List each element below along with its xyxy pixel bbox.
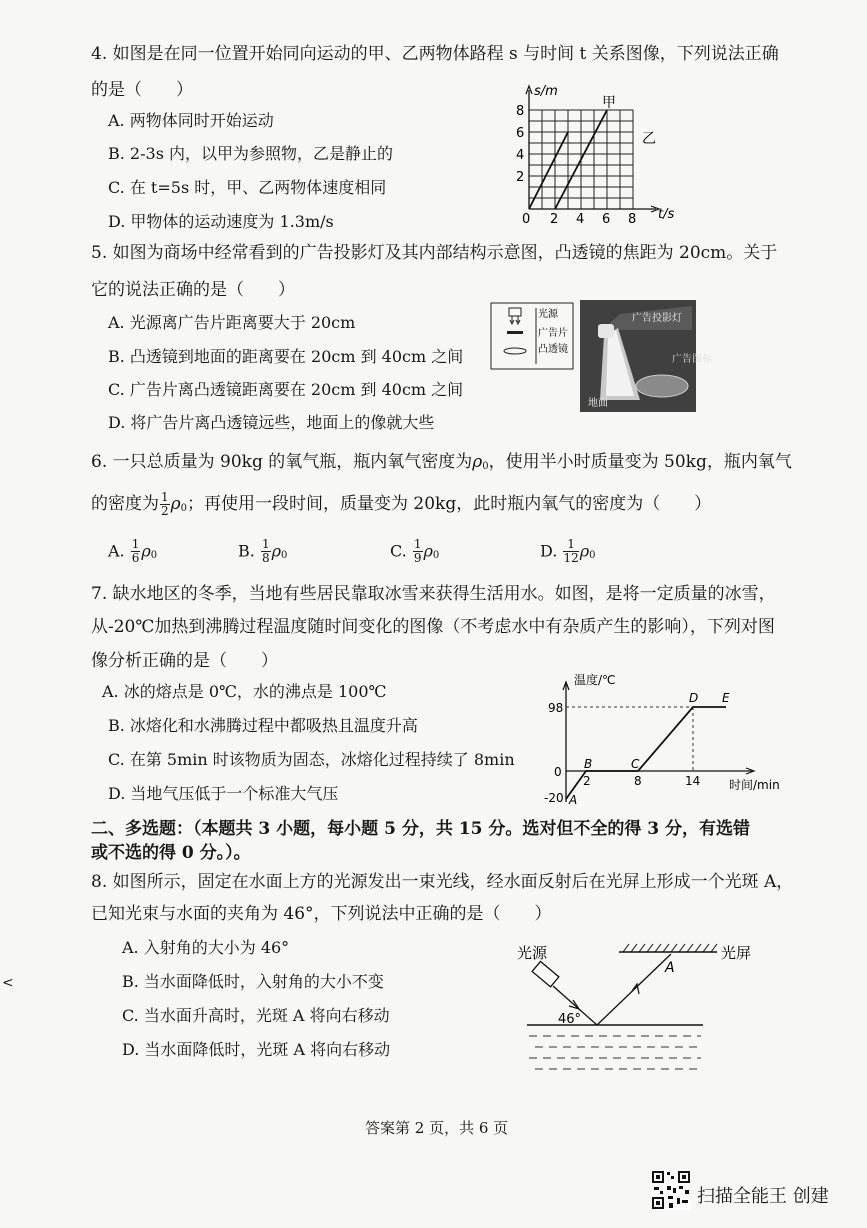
page-footer: 答案第 2 页，共 6 页 — [365, 1119, 509, 1137]
q4-ytick: 6 — [516, 126, 525, 141]
q6-stem-line1 — [91, 454, 792, 472]
q4-xtick: 8 — [628, 212, 637, 227]
q5-photo-label-floor: 地面 — [588, 398, 608, 409]
q4-distance-time-graph — [508, 80, 688, 230]
q4-label-jia: 甲 — [602, 95, 616, 111]
q7-option-a: A. 冰的熔点是 0℃，水的沸点是 100℃ — [102, 682, 387, 701]
q5-option-b: B. 凸透镜到地面的距离要在 20cm 到 40cm 之间 — [108, 347, 464, 366]
q4-option-a: A. 两物体同时开始运动 — [108, 111, 274, 130]
q7-stem-line3: 像分析正确的是（ ） — [91, 651, 278, 671]
q8-label-light-source: 光源 — [517, 944, 548, 962]
q7-option-c: C. 在第 5min 时该物质为固态，冰熔化过程持续了 8min — [108, 750, 515, 769]
q8-option-d: D. 当水面降低时，光斑 A 将向右移动 — [122, 1040, 391, 1059]
q7-point-a: A — [569, 793, 578, 807]
q5-label-convex-lens: 凸透镜 — [538, 344, 568, 355]
q5-photo-label-top: 广告投影灯 — [632, 313, 682, 324]
q6-option-b: B. $\frac{1}{8}$ ρ0 — [238, 537, 288, 566]
q6-rho-subscript: 0 — [180, 503, 188, 515]
q4-ytick: 8 — [516, 104, 525, 119]
q4-xtick: 6 — [602, 212, 611, 227]
q7-point-e: E — [722, 691, 730, 705]
q6-stem-line2 — [91, 491, 711, 518]
q7-xtick-14: 14 — [685, 774, 701, 788]
q6-stem-line1-tail: ，使用半小时质量变为 50kg，瓶内氧气 — [488, 452, 792, 472]
q6-half-fraction — [160, 491, 170, 518]
q4-xtick: 2 — [550, 212, 559, 227]
q4-y-label: s/m — [534, 84, 558, 99]
section2-heading-line2: 或不选的得 0 分。）。 — [91, 843, 251, 863]
q4-ytick: 2 — [516, 170, 525, 185]
q4-stem-line2: 的是（ ） — [91, 80, 193, 100]
q6-rho-symbol: ρ — [472, 452, 483, 472]
q7-ytick-0: 0 — [554, 765, 562, 779]
q6-stem-line1-text: 6. 一只总质量为 90kg 的氧气瓶，瓶内氧气密度为 — [91, 452, 473, 472]
q4-x-label: t/s — [658, 207, 675, 222]
q7-stem-line1: 7. 缺水地区的冬季，当地有些居民靠取冰雪来获得生活用水。如图，是将一定质量的冰雪， — [91, 584, 776, 604]
q8-stem-line1: 8. 如图所示，固定在水面上方的光源发出一束光线，经水面反射后在光屏上形成一个光斑 A， — [91, 872, 794, 892]
q5-stem-line2: 它的说法正确的是（ ） — [91, 280, 295, 300]
q5-stem-line1: 5. 如图为商场中经常看到的广告投影灯及其内部结构示意图，凸透镜的焦距为 20cm。关于 — [91, 243, 778, 263]
q8-option-c: C. 当水面升高时，光斑 A 将向右移动 — [122, 1006, 390, 1025]
q8-label-light-screen: 光屏 — [721, 944, 752, 962]
q6-option-c: C. $\frac{1}{9}$ ρ0 — [390, 537, 440, 566]
q4-xtick: 4 — [576, 212, 585, 227]
q6-stem-line2-tail: ；再使用一段时间，质量变为 20kg，此时瓶内氧气的密度为（ ） — [187, 494, 712, 515]
q7-option-b: B. 冰熔化和水沸腾过程中都吸热且温度升高 — [108, 716, 418, 735]
q6-rho-symbol: ρ — [170, 494, 181, 515]
q6-half-denominator: 2 — [161, 504, 169, 519]
q4-line-yi — [529, 132, 568, 209]
q5-option-a: A. 光源离广告片距离要大于 20cm — [108, 313, 356, 332]
q7-point-d: D — [689, 691, 699, 705]
q7-y-label: 温度/℃ — [574, 673, 616, 687]
q7-ytick-98: 98 — [548, 701, 564, 715]
q5-option-d: D. 将广告片离凸透镜远些，地面上的像就大些 — [108, 413, 435, 432]
q5-photo-label-side: 广告图标 — [672, 354, 712, 365]
q4-label-yi: 乙 — [642, 131, 656, 147]
q7-xtick-2: 2 — [583, 774, 591, 788]
q5-projector-photo — [580, 300, 712, 412]
q4-option-c: C. 在 t=5s 时，甲、乙两物体速度相同 — [108, 178, 387, 197]
q7-stem-line2: 从-20℃加热到沸腾过程温度随时间变化的图像（不考虑水中有杂质产生的影响），下列对图 — [91, 617, 775, 637]
q5-projector-structure-diagram — [490, 302, 574, 370]
q7-temperature-time-graph — [530, 672, 810, 812]
q8-reflected-ray — [597, 954, 671, 1025]
margin-mark: < — [2, 975, 14, 991]
q6-rho-subscript: 0 — [482, 461, 489, 472]
q4-option-b: B. 2-3s 内，以甲为参照物，乙是静止的 — [108, 144, 393, 163]
q6-half-numerator: 1 — [161, 490, 169, 504]
q4-option-d: D. 甲物体的运动速度为 1.3m/s — [108, 212, 334, 231]
q8-option-b: B. 当水面降低时，入射角的大小不变 — [122, 972, 384, 991]
q8-label-spot-a: A — [665, 960, 675, 976]
q7-xtick-8: 8 — [634, 774, 642, 788]
section2-heading-line1: 二、多选题：（本题共 3 小题，每小题 5 分，共 15 分。选对但不全的得 3 分，有选错 — [91, 819, 750, 839]
q7-x-label: 时间/min — [729, 778, 780, 792]
q6-option-a: A. $\frac{1}{6}$ ρ0 — [108, 537, 158, 566]
q6-option-d: D. $\frac{1}{12}$ ρ0 — [540, 537, 596, 566]
q6-stem-line2-head: 的密度为 — [91, 494, 159, 515]
q8-reflection-diagram — [515, 938, 770, 1078]
q5-label-light-source: 光源 — [538, 309, 558, 320]
q8-option-a: A. 入射角的大小为 46° — [122, 938, 290, 957]
scanner-watermark: 扫描全能王 创建 — [697, 1186, 829, 1207]
q7-point-b: B — [584, 757, 593, 771]
q4-stem-line1: 4. 如图是在同一位置开始同向运动的甲、乙两物体路程 s 与时间 t 关系图像，下列说法正确 — [91, 44, 779, 64]
q7-option-d: D. 当地气压低于一个标准大气压 — [108, 784, 339, 803]
q4-ytick: 4 — [516, 148, 525, 163]
q8-label-angle: 46° — [558, 1012, 582, 1027]
q8-light-source-device — [532, 961, 559, 986]
q5-label-ad-film: 广告片 — [538, 328, 568, 339]
q7-ytick-neg20: -20 — [544, 791, 564, 805]
q8-stem-line2: 已知光束与水面的夹角为 46°，下列说法中正确的是（ ） — [91, 904, 552, 924]
q5-option-c: C. 广告片离凸透镜距离要在 20cm 到 40cm 之间 — [108, 380, 464, 399]
q4-xtick: 0 — [522, 212, 531, 227]
q7-point-c: C — [631, 757, 640, 771]
qr-code-icon — [651, 1170, 691, 1210]
